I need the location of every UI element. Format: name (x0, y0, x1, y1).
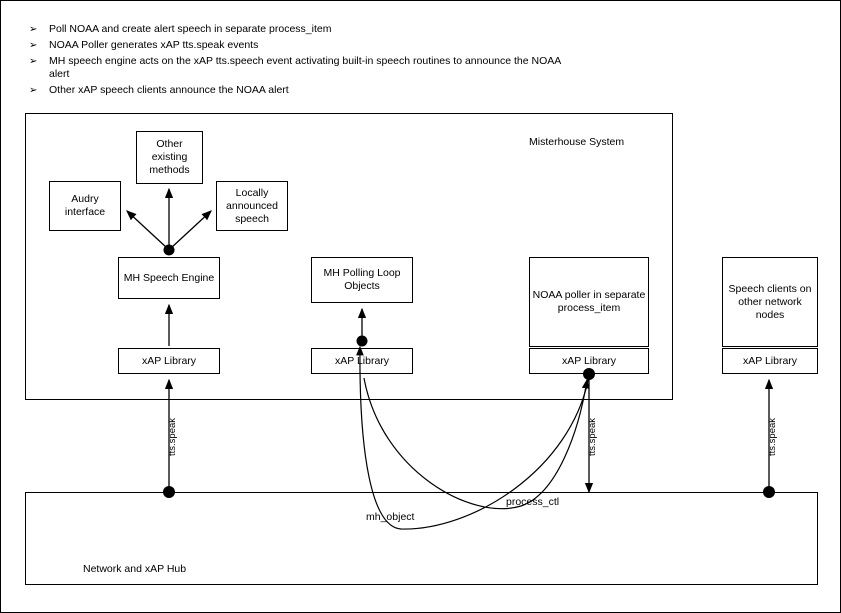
list-item (19, 55, 579, 81)
box-locally-announced-speech: Locally announced speech (216, 181, 288, 231)
box-mh-polling-loop-objects: MH Polling Loop Objects (311, 257, 413, 303)
network-xap-hub-label: Network and xAP Hub (83, 563, 187, 575)
bullet-arrow-icon: ➢ (29, 56, 38, 67)
box-speech-clients: Speech clients on other network nodes (722, 257, 818, 347)
list-item (19, 39, 579, 52)
edge-label-tts-speak-1: tts.speak (167, 417, 178, 456)
bullet-arrow-icon: ➢ (29, 24, 38, 35)
misterhouse-system-label: Misterhouse System (529, 136, 625, 148)
box-noaa-poller: NOAA poller in separate process_item (529, 257, 649, 347)
box-mh-speech-engine: MH Speech Engine (118, 257, 220, 299)
edge-label-tts-speak-3: tts.speak (767, 417, 778, 456)
edge-label-tts-speak-2: tts.speak (587, 417, 598, 456)
list-item-label: Other xAP speech clients announce the NOAA alert (49, 84, 289, 96)
list-item-label: Poll NOAA and create alert speech in separate process_item (49, 23, 332, 35)
bullet-arrow-icon: ➢ (29, 85, 38, 96)
box-xap-library-speech-clients: xAP Library (722, 348, 818, 374)
list-item-label: NOAA Poller generates xAP tts.speak events (49, 39, 259, 51)
list-item-label: MH speech engine acts on the xAP tts.speech event activating built-in speech routines to announce the NOAA alert (49, 55, 561, 80)
box-other-existing-methods: Other existing methods (136, 131, 203, 184)
edge-label-process-ctl: process_ctl (506, 496, 560, 508)
bullet-arrow-icon: ➢ (29, 40, 38, 51)
edge-label-mh-object: mh_object (366, 511, 415, 523)
box-audry-interface: Audry interface (49, 181, 121, 231)
box-xap-library-speech-engine: xAP Library (118, 348, 220, 374)
bullet-list (19, 23, 579, 100)
box-xap-library-noaa-poller: xAP Library (529, 348, 649, 374)
list-item (19, 23, 579, 36)
list-item (19, 84, 579, 97)
box-xap-library-polling-loop: xAP Library (311, 348, 413, 374)
